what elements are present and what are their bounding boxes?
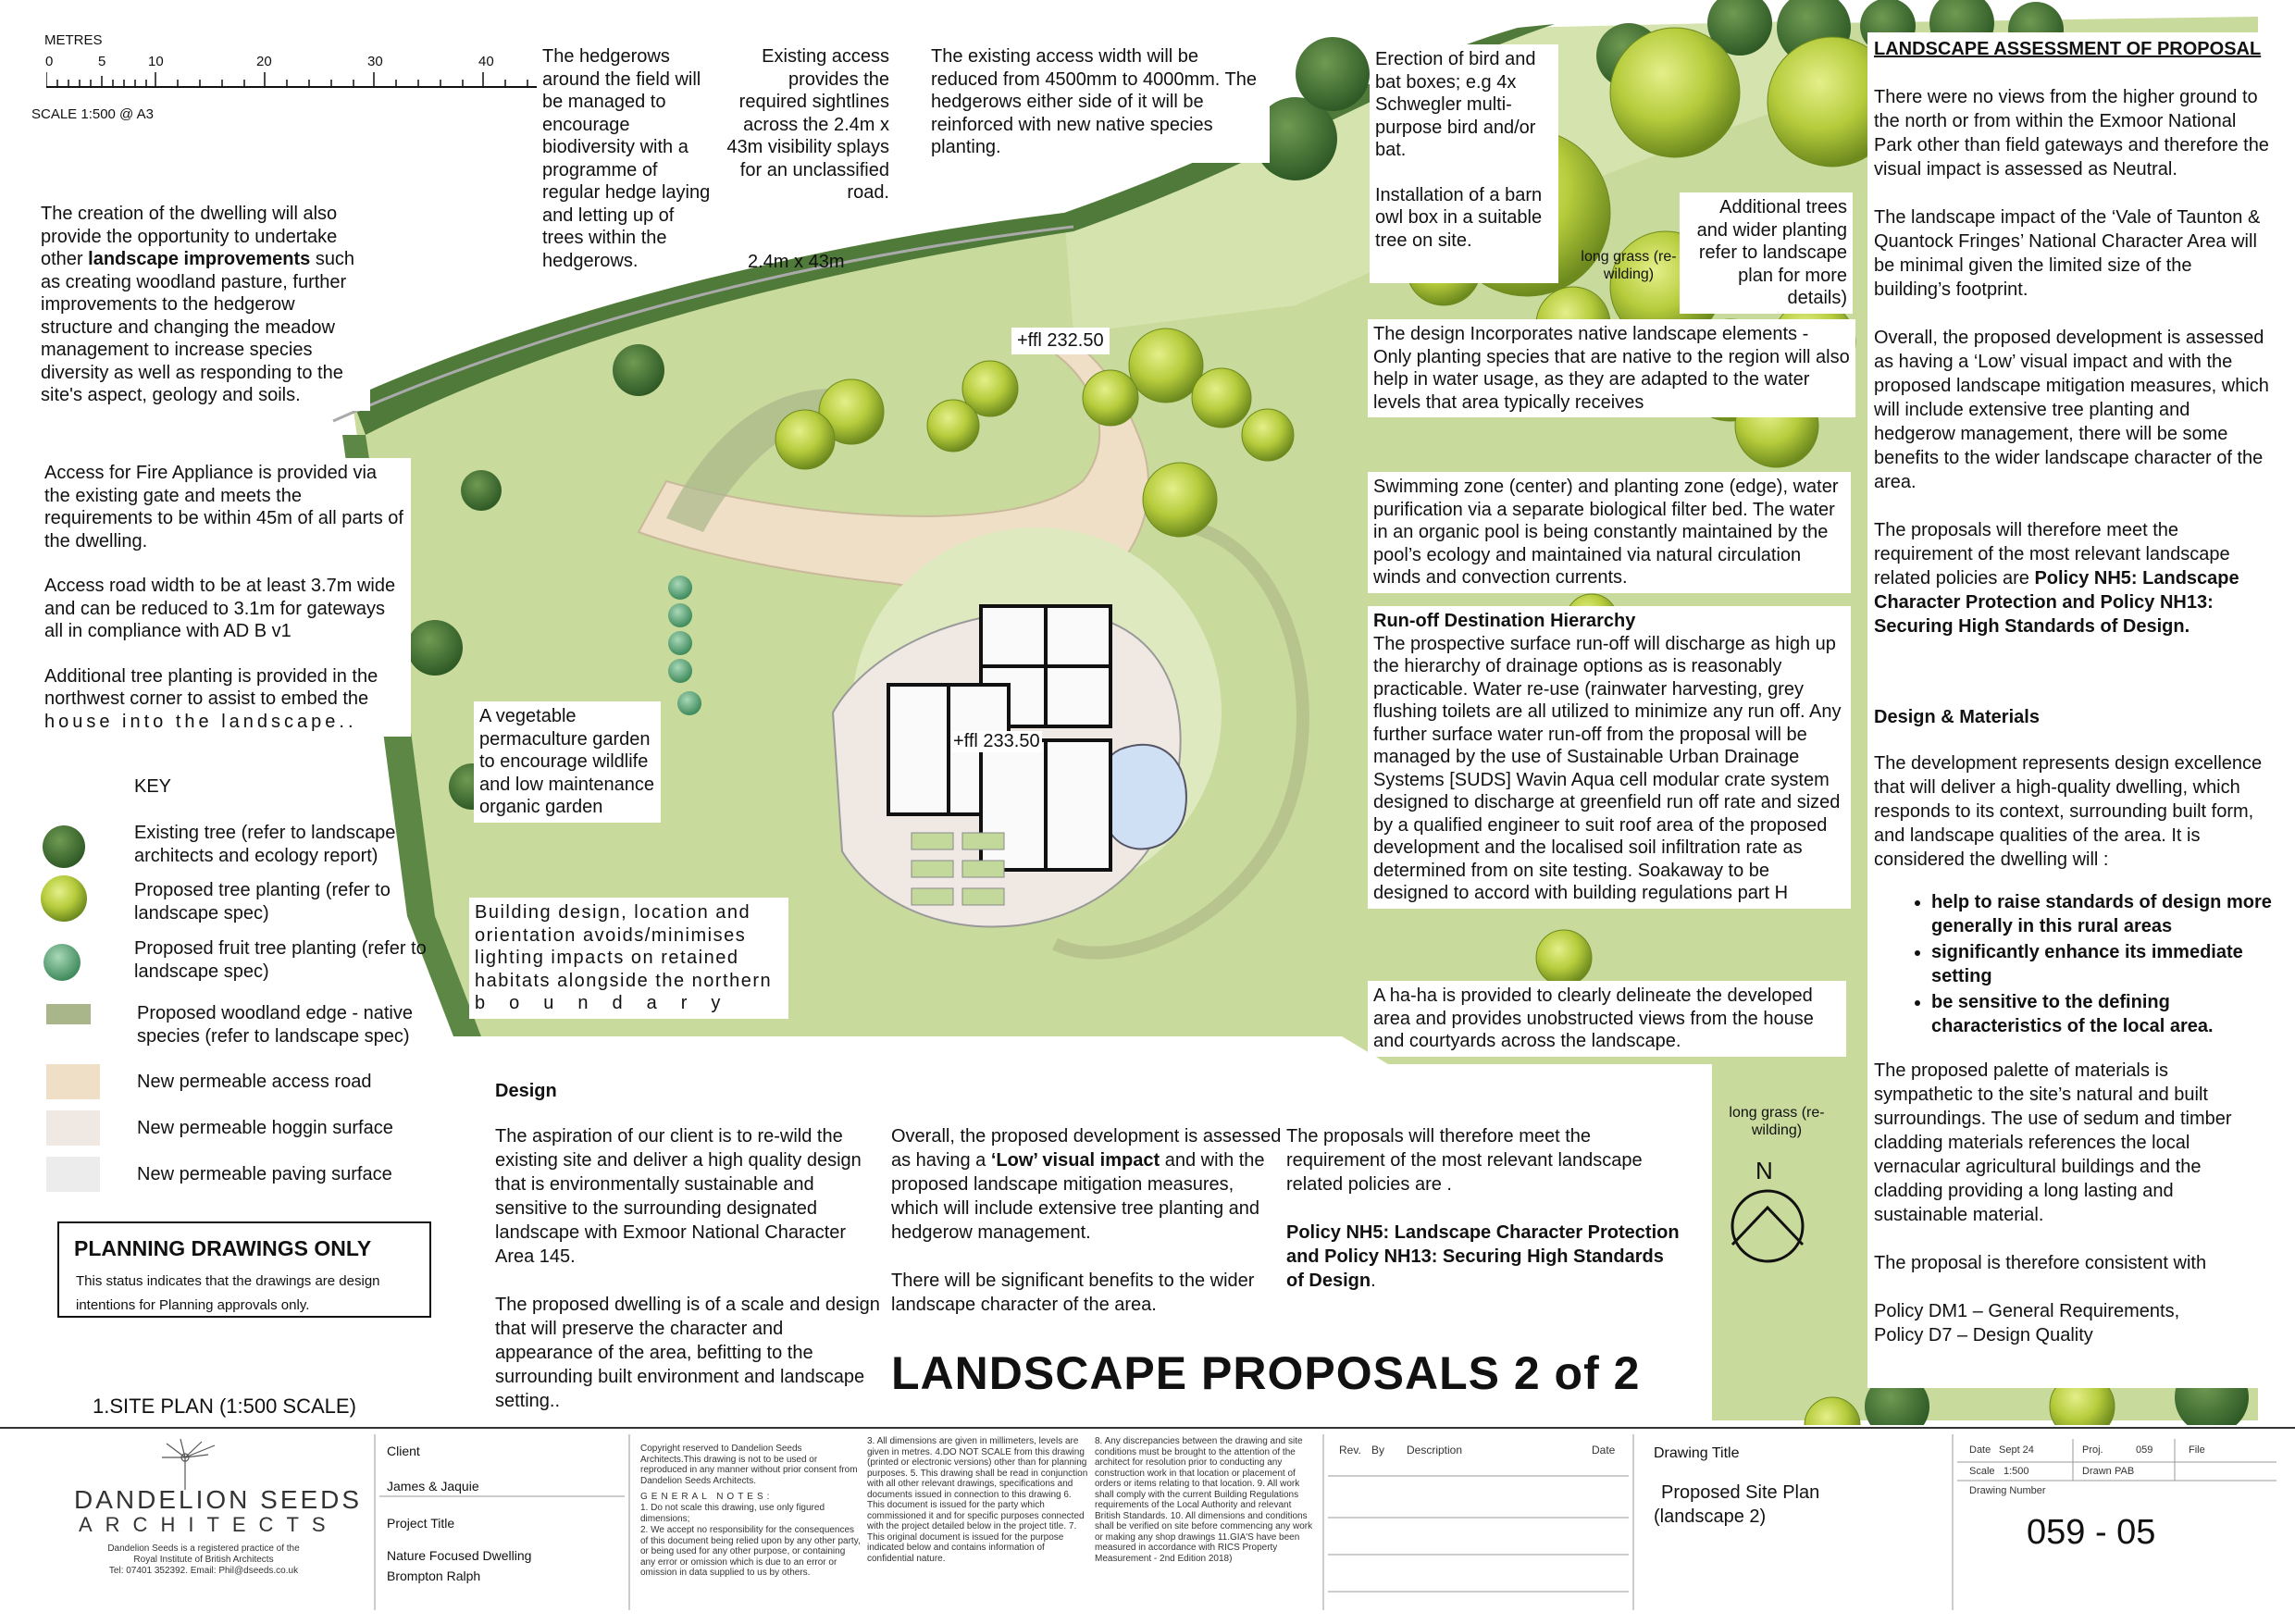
design-col-3-p2-bold: Policy NH5: Landscape Character Protection and Policy NH13: Securing High Standards of Design: [1286, 1222, 1680, 1291]
assessment-title: LANDSCAPE ASSESSMENT OF PROPOSAL: [1874, 39, 2262, 59]
drawing-title-2: (landscape 2): [1654, 1506, 1767, 1527]
label-ffl-house: +ffl 233.50: [953, 731, 1040, 751]
materials-title: Design & Materials: [1874, 707, 2040, 727]
title-block: [0, 1425, 2295, 1624]
note-tree-planting-nw-text: Additional tree planting is provided in the northwest corner to assist to embed the: [44, 665, 378, 709]
note-runoff-body: The prospective surface run-off will discharge as high up the hierarchy of drainage options as is reasonably practicable. Water re-use (rainwater harvesting, grey flushing toilets are all utilized to minimize any run off. Any further surface water run-off from the proposal will be managed by the use of Sustainable Urban Drainage Systems [SUDS] Wavin Aqua cell modular crate system designed to discharge at greenfield run off rate and sized by a qualified engineer to suit roof area of the proposed development and the localised soil infiltration rate as determined from on site testing. Soakaway to be designed to accord with building regulations part H: [1373, 633, 1842, 903]
note-landscape-improvements-post: such as creating woodland pasture, further improvements to the hedgerow structure and changing the meadow management to increase species diversity as well as responding to the site's aspect, geology and soils.: [41, 249, 355, 405]
scale-label: Scale: [1969, 1466, 1995, 1477]
scale-ruler: [46, 70, 537, 98]
note-lighting-text-2: boundary: [475, 993, 745, 1013]
key-label-existing-tree: Existing tree (refer to landscape architects and ecology report): [134, 823, 396, 866]
rev-label: Rev.: [1339, 1444, 1361, 1457]
assessment-p1: There were no views from the higher ground to the north or from within the Exmoor National Park other than field gateways and therefore the visual impact is assessed as Neutral.: [1874, 87, 2269, 180]
key-label-paving: New permeable paving surface: [137, 1164, 392, 1184]
assessment-p2: The landscape impact of the ‘Vale of Taunton & Quantock Fringes’ National Character Area will be minimal given the limited size of the building’s footprint.: [1874, 207, 2261, 300]
general-notes-title: GENERAL NOTES:: [640, 1492, 774, 1502]
note-runoff-title: Run-off Destination Hierarchy: [1373, 611, 1636, 631]
site-plan-label: 1.SITE PLAN (1:500 SCALE): [93, 1395, 356, 1418]
note-road-width-text: Access road width to be at least 3.7m wide and can be reduced to 3.1m for gateways all in compliance with AD B v1: [44, 576, 396, 641]
note-bird-bat-text: Erection of bird and bat boxes; e.g 4x Schwegler multi-purpose bird and/or bat.: [1375, 49, 1536, 160]
scale-tick-30: 30: [367, 54, 383, 69]
key-label-woodland-edge: Proposed woodland edge - native species (refer to landscape spec): [137, 1003, 413, 1047]
access-road-swatch: [46, 1064, 100, 1099]
scale-tick-40: 40: [478, 54, 494, 69]
note-runoff: [1368, 606, 1851, 909]
note-hedgerows: The hedgerows around the field will be managed to encourage biodiversity with a programme of regular hedge laying and letting up of trees within the hedgerows.: [537, 42, 719, 276]
proj-label: Proj.: [2082, 1444, 2103, 1456]
notes-column-2: 3. All dimensions are given in millimeters, levels are given in metres. 4.DO NOT SCALE from this drawing (printed or electronic versions) other than for planning purposes. 5. This drawing shall be read in conjunction with all other relevant drawings, specifications and documents issued in connection to this drawing 6. This document is issued for the party which commissioned it and for specific purposes connected with the project detailed below in the project title. 7. This original document is issued for the purpose indicated below and contains information of confidential nature.: [867, 1436, 1088, 1564]
scale-title: METRES: [44, 32, 103, 48]
note-ha-ha: A ha-ha is provided to clearly delineate the developed area and provides unobstructed views from the house and courtyards across the landscape.: [1368, 981, 1846, 1057]
drawing-number: 059 - 05: [2027, 1513, 2156, 1552]
landscape-assessment: [1874, 37, 2272, 638]
drawing-number-label: Drawing Number: [1969, 1485, 2046, 1496]
note-swimming: Swimming zone (center) and planting zone (edge), water purification via a separate biological filter bed. The water in an organic pool is being constantly maintained by the pool’s ecology and maintained via natural circulation winds and convection currents.: [1368, 472, 1851, 593]
scale-tick-20: 20: [256, 54, 272, 69]
design-col-3-p1: The proposals will therefore meet the requirement of the most relevant landscape related policies are .: [1286, 1126, 1643, 1195]
design-col-3: [1286, 1124, 1680, 1293]
note-existing-access: Existing access provides the required sightlines across the 2.4m x 43m visibility splays for an unclassified road.: [717, 42, 895, 208]
general-notes-1: 1. Do not scale this drawing, use only figured dimensions;: [640, 1503, 825, 1524]
logo-line-2: ARCHITECTS: [79, 1513, 339, 1536]
scale-tick-5: 5: [98, 54, 106, 69]
design-col-3-p2: [1286, 1221, 1680, 1293]
design-col-2-p2: There will be significant benefits to the wider landscape character of the area.: [891, 1271, 1255, 1315]
materials-p4a: Policy DM1 – General Requirements,: [1874, 1301, 2180, 1321]
materials-p4b: Policy D7 – Design Quality: [1874, 1325, 2093, 1345]
label-splay: 2.4m x 43m: [748, 252, 845, 272]
label-ffl-north: +ffl 232.50: [1011, 328, 1110, 354]
copyright-text: Copyright reserved to Dandelion Seeds Architects.This drawing is not to be used or reproduced in any manner without prior consent from Dandelion Seeds Architects.: [640, 1444, 858, 1486]
description-label: Description: [1407, 1444, 1463, 1457]
planning-title: PLANNING DRAWINGS ONLY: [74, 1236, 372, 1260]
note-bird-bat: [1370, 44, 1558, 283]
design-col-2-p1: [891, 1124, 1284, 1245]
assessment-p4: [1874, 518, 2272, 638]
client-label: Client: [387, 1444, 420, 1458]
note-landscape-improvements: [35, 199, 370, 411]
assessment-p4-bold: Policy NH5: Landscape Character Protection and Policy NH13: Securing High Standards of Design.: [1874, 568, 2239, 637]
drawn-label: Drawn: [2082, 1466, 2112, 1477]
fruit-tree-icon: [41, 941, 83, 984]
key-title: KEY: [134, 776, 172, 797]
note-native-elements: The design Incorporates native landscape elements - Only planting species that are native to the region will also help in water usage, as they are adapted to the water levels that area typically receives: [1368, 319, 1855, 417]
assessment-p4-pre: The proposals will therefore meet the requirement of the most relevant landscape related policies are: [1874, 520, 2230, 589]
note-additional-trees: Additional trees and wider planting refer to landscape plan for more details): [1680, 192, 1853, 314]
materials-p1: The development represents design excellence that will deliver a high-quality dwelling, which responds to its context, surrounding built form, and landscape qualities of the area. It is considered the dwelling will :: [1874, 753, 2263, 870]
key-label-proposed-tree: Proposed tree planting (refer to landscape spec): [134, 880, 391, 924]
materials-bullets: [1874, 890, 2272, 1038]
scale-text: SCALE 1:500 @ A3: [31, 106, 154, 122]
note-access-width: The existing access width will be reduced from 4500mm to 4000mm. The hedgerows either side of it will be reinforced with new native species planting.: [925, 42, 1270, 163]
design-col-1: [495, 1124, 884, 1413]
label-long-grass-south: long grass (re-wilding): [1729, 1105, 1825, 1138]
hoggin-swatch: [46, 1110, 100, 1146]
design-col-2: [891, 1124, 1284, 1317]
drawing-title-label: Drawing Title: [1654, 1445, 1740, 1461]
project-label: Project Title: [387, 1516, 455, 1531]
planning-status-box: [57, 1221, 431, 1318]
existing-tree-icon: [39, 822, 89, 872]
notes-column-3: 8. Any discrepancies between the drawing and site conditions must be brought to the attention of the architect for resolution prior to conducting any construction work in that location or placement of orders or items relating to that location. 9. All work shall comply with the current Building Regulations requirements of the Local Authority and relevant British Standards. 10. All dimensions and conditions shall be verified on site before commencing any work or making any shop drawings 11.GIA'S have been measured in accordance with RICS Property Measurement - 2nd Edition 2018): [1095, 1436, 1313, 1564]
design-col-1-p1: The aspiration of our client is to re-wild the existing site and deliver a high quality design that is environmentally sustainable and sensitive to the surrounding designated landscape with Exmoor National Character Area 145.: [495, 1126, 862, 1267]
proposed-tree-icon: [39, 874, 89, 924]
design-col-2-p1-pre: Overall, the proposed development is assessed as having a: [891, 1126, 1282, 1171]
scale-tick-0: 0: [45, 54, 54, 69]
proj-value: 059: [2136, 1444, 2153, 1456]
materials-bullet-3: • be sensitive to the defining characteristics of the local area.: [1931, 990, 2272, 1038]
paving-swatch: [46, 1157, 100, 1192]
note-fire-access: [39, 458, 411, 737]
design-col-3-p2-end: .: [1371, 1271, 1376, 1291]
note-lighting: [469, 898, 788, 1019]
materials-bullet-2: • significantly enhance its immediate setting: [1931, 940, 2272, 988]
drawn-value: PAB: [2115, 1466, 2135, 1477]
design-col-2-p1-bold: ‘Low’ visual impact: [990, 1150, 1160, 1171]
project-value-1: Nature Focused Dwelling: [387, 1548, 532, 1563]
note-lighting-text: Building design, location and orientation avoids/minimises lighting impacts on retained habitats alongside the northern: [475, 902, 773, 991]
scale-tick-10: 10: [148, 54, 164, 69]
materials-p2: The proposed palette of materials is sympathetic to the site’s natural and built surroundings. The use of sedum and timber cladding materials references the local vernacular agricultural buildings and the cladding providing a long lasting and sustainable material.: [1874, 1060, 2232, 1225]
north-label: N: [1755, 1157, 1773, 1184]
scale-value: 1:500: [2003, 1466, 2029, 1477]
general-notes-2: 2. We accept no responsibility for the consequences of this document being relied upon by any other party, or being used for any other purpose, or containing any error or omission which is due to an error or omission in data supplied to us by others.: [640, 1525, 861, 1578]
practice-contact: Tel: 07401 352392. Email: Phil@dseeds.co.uk: [108, 1566, 299, 1576]
by-label: By: [1371, 1444, 1385, 1457]
date-field-value: Sept 24: [1999, 1444, 2034, 1456]
main-title: LANDSCAPE PROPOSALS 2 of 2: [891, 1347, 1641, 1399]
note-landscape-improvements-pre: The creation of the dwelling will also provide the opportunity to undertake other: [41, 204, 338, 269]
note-barn-owl-text: Installation of a barn owl box in a suitable tree on site.: [1375, 184, 1543, 251]
key-label-access-road: New permeable access road: [137, 1072, 372, 1092]
file-label: File: [2189, 1444, 2205, 1456]
note-tree-planting-nw-text-2: house into the landscape..: [44, 711, 357, 732]
materials-bullet-1: • help to raise standards of design more generally in this rural areas: [1931, 890, 2272, 938]
date-column-label: Date: [1592, 1444, 1616, 1457]
design-col-1-p2: The proposed dwelling is of a scale and design that will preserve the character and appearance of the area, befitting to the surrounding built environment and landscape setting..: [495, 1295, 880, 1411]
key-label-hoggin: New permeable hoggin surface: [137, 1118, 393, 1138]
note-vegetable-garden: A vegetable permaculture garden to encourage wildlife and low maintenance organic garden: [474, 701, 661, 823]
design-materials: [1874, 705, 2272, 1347]
label-long-grass-north: long grass (re-wilding): [1581, 249, 1677, 282]
note-landscape-improvements-bold: landscape improvements: [88, 249, 311, 269]
woodland-edge-icon: [46, 1004, 91, 1024]
date-field-label: Date: [1969, 1444, 1991, 1456]
materials-p3: The proposal is therefore consistent with: [1874, 1253, 2207, 1273]
client-value: James & Jaquie: [387, 1479, 479, 1494]
assessment-p3: Overall, the proposed development is assessed as having a ‘Low’ visual impact and with the proposed landscape mitigation measures, which will include extensive tree planting and hedgerow management, there will be some benefits to the wider landscape character of the area.: [1874, 328, 2269, 492]
drawing-title-1: Proposed Site Plan: [1661, 1482, 1820, 1503]
planning-text: This status indicates that the drawings are design intentions for Planning approvals only.: [76, 1273, 380, 1313]
key-label-fruit-tree: Proposed fruit tree planting (refer to landscape spec): [134, 938, 427, 982]
logo-line-1: DANDELION SEEDS: [74, 1485, 363, 1514]
practice-line-1: Dandelion Seeds is a registered practice of the: [107, 1543, 300, 1554]
project-value-2: Brompton Ralph: [387, 1568, 481, 1583]
design-title: Design: [495, 1081, 557, 1101]
design-col-2-p1-post: and with the proposed landscape mitigation measures, which will include extensive tree planting and hedgerow management.: [891, 1150, 1265, 1243]
practice-line-2: Royal Institute of British Architects: [133, 1555, 274, 1565]
note-fire-access-text: Access for Fire Appliance is provided via the existing gate and meets the requirements to be within 45m of all parts of the dwelling.: [44, 463, 403, 552]
